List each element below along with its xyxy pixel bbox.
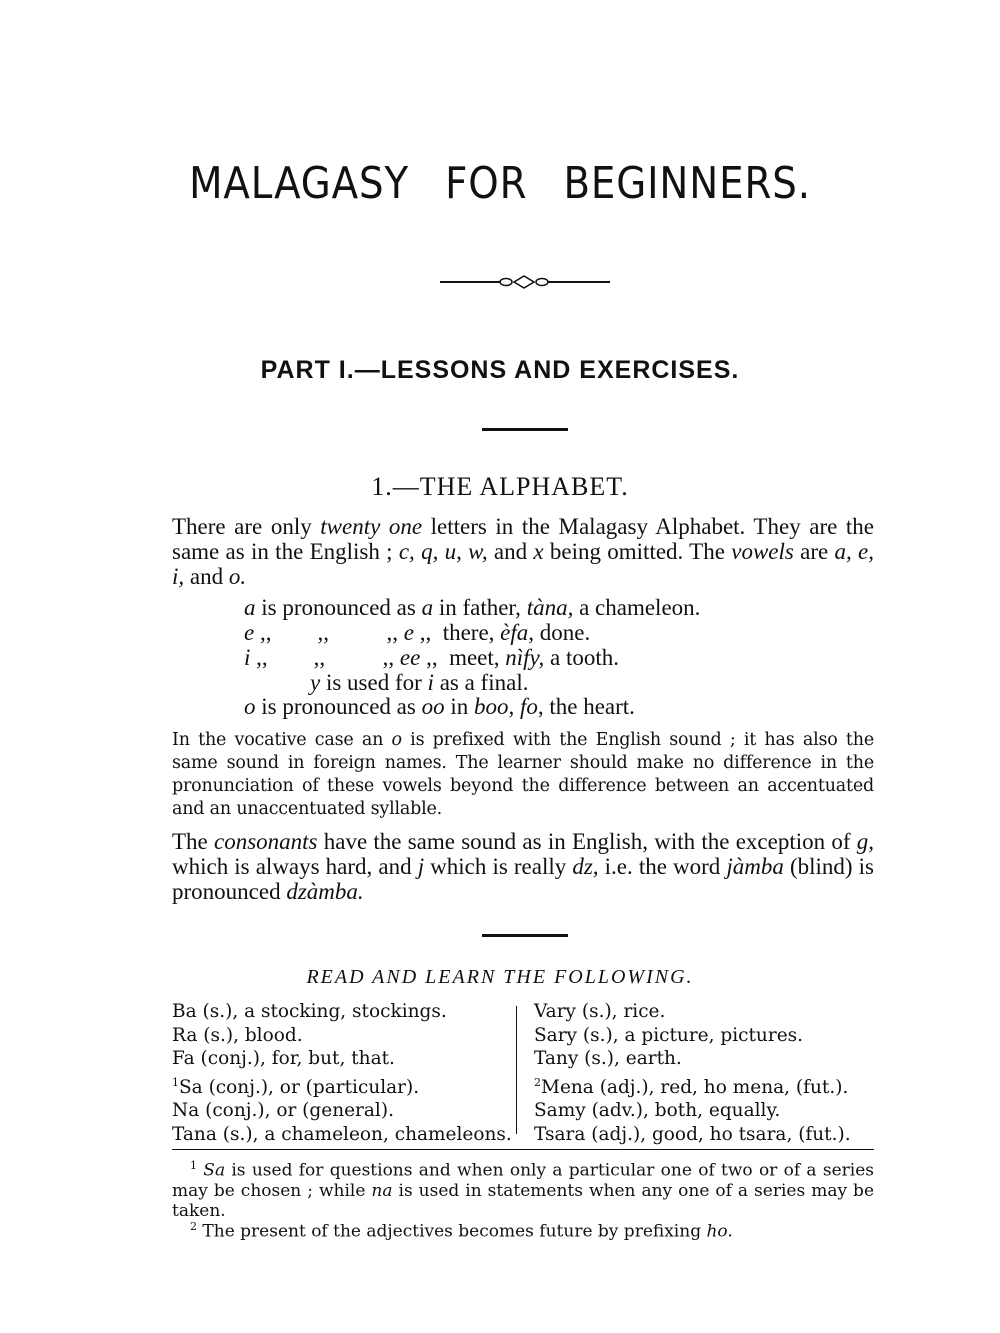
divider-rule: [482, 428, 568, 431]
footnote-ref: 1: [172, 1075, 179, 1089]
vocab-item: Ba (s.), a stocking, stockings.: [172, 1001, 447, 1022]
read-heading: READ AND LEARN THE FOLLOWING.: [306, 966, 694, 988]
section-title: 1.—THE ALPHABET.: [371, 472, 629, 501]
vowel-y-line: y is used for i as a final.: [310, 670, 529, 695]
vocative-note: In the vocative case an o is prefixed with the English sound ; it has also the same sound in foreign names. The learner should make no difference in the pronunciation of these vowels beyond the difference between an accentuated and an unaccentuated syllable.: [172, 730, 874, 819]
vocab-item: Ra (s.), blood.: [172, 1024, 303, 1046]
vocab-item: $^1$Sa (conj.), or (particular).: [172, 1075, 420, 1098]
column-divider: [516, 1006, 517, 1134]
vocab-right-column: [534, 1000, 851, 1146]
vocab-item: Fa (conj.), for, but, that.: [172, 1048, 395, 1069]
vocab-item: Sary (s.), a picture, pictures.: [534, 1024, 804, 1046]
vowel-i-line: i ,, ,, ,, ee ,, meet, nìfy, a tooth.: [244, 645, 619, 670]
vowel-a-line: a is pronounced as a in father, tàna, a chameleon.: [244, 595, 701, 620]
footnote-1: $^1$ Sa is used for questions and when only a particular one of two or of a series may be chosen ; while na is used in statements when any one of a series may be taken.: [172, 1159, 874, 1221]
alphabet-paragraph: There are only twenty one letters in the Malagasy Alphabet. They are the same as in the English ; c, q, u, w, and x being omitted. The vowels are a, e, i, and o.: [172, 514, 875, 589]
vowel-e-line: e ,, ,, ,, e ,, there, èfa, done.: [244, 620, 591, 645]
vocab-item: Na (conj.), or (general).: [172, 1100, 394, 1122]
vocab-item: Samy (adv.), both, equally.: [534, 1100, 781, 1122]
vocab-item: Tany (s.), earth.: [534, 1048, 682, 1069]
ornament-divider: [440, 272, 610, 292]
page-title: MALAGASY FOR BEGINNERS.: [189, 158, 811, 209]
consonants-paragraph: The consonants have the same sound as in English, with the exception of g, which is always hard, and j which is really dz, i.e. the word jàmba (blind) is pronounced dzàmba.: [172, 829, 874, 904]
vocab-item: Tana (s.), a chameleon, chameleons.: [172, 1123, 512, 1145]
vocab-left-column: [172, 1000, 512, 1146]
vocab-item: $^2$Mena (adj.), red, ho mena, (fut.).: [534, 1075, 849, 1098]
footnote-ref: 2: [534, 1075, 541, 1089]
vowel-o-line: o is pronounced as oo in boo, fo, the heart.: [244, 694, 635, 719]
part-title: PART I.—LESSONS AND EXERCISES.: [260, 356, 740, 384]
divider-rule-2: [482, 934, 568, 937]
vocab-item: Tsara (adj.), good, ho tsara, (fut.).: [534, 1123, 851, 1145]
vocab-item: Vary (s.), rice.: [534, 1001, 666, 1022]
footnote-2: $^2$ The present of the adjectives becomes future by prefixing ho.: [190, 1220, 733, 1242]
footnote-rule: [172, 1149, 874, 1150]
